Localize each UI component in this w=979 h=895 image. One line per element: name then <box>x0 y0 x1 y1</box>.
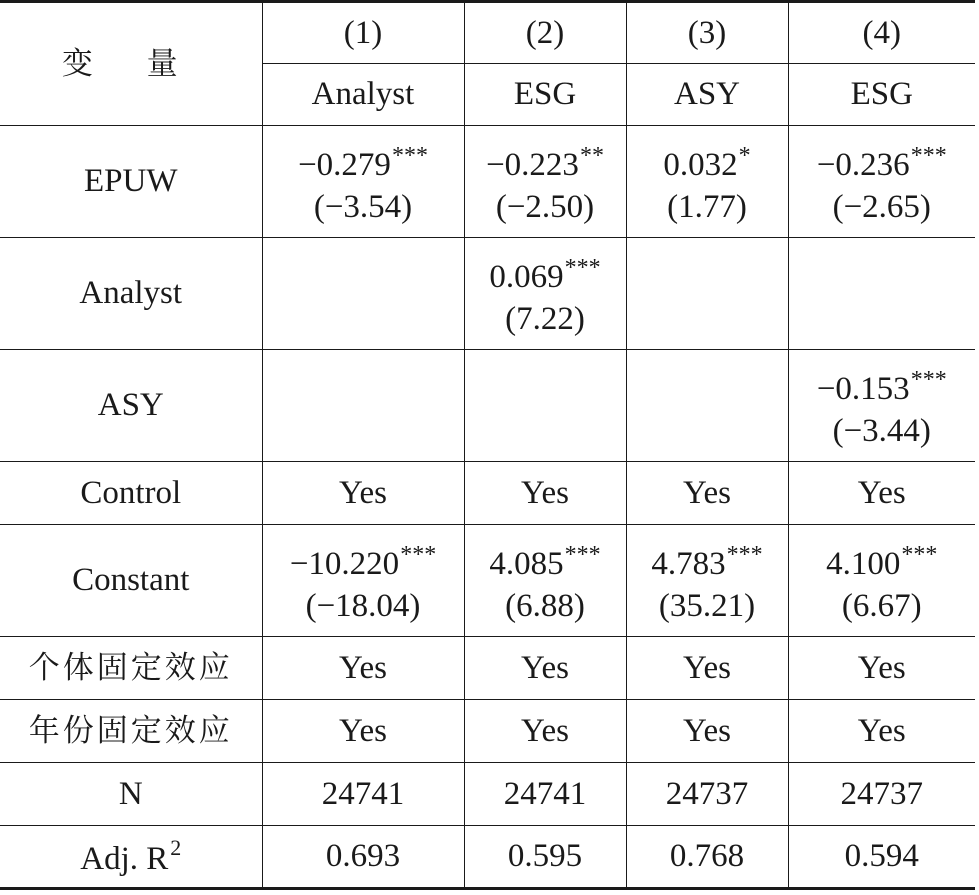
coef-cell <box>626 525 788 637</box>
model-number-3: (3) <box>626 2 788 64</box>
row-label-adj-r2: Adj. $R^2$ <box>0 826 262 889</box>
empty-cell <box>626 238 788 350</box>
value-cell: Yes <box>626 700 788 763</box>
variable-header-cell <box>0 2 262 126</box>
model-number-2: (2) <box>464 2 626 64</box>
coefficient: 4.085 <box>489 546 564 582</box>
significance-stars: *** <box>901 542 938 568</box>
row-control <box>0 462 975 525</box>
t-statistic: (6.67) <box>841 588 922 624</box>
value-cell: 24741 <box>262 763 464 826</box>
model-number-1: (1) <box>262 2 464 64</box>
row-label-year-fe: 年份固定效应 <box>0 700 262 763</box>
coef-cell <box>788 350 975 462</box>
coef-cell <box>464 238 626 350</box>
row-label-constant: Constant <box>0 525 262 637</box>
coefficient: −0.279 <box>298 147 391 183</box>
coefficient: 4.783 <box>651 546 726 582</box>
empty-cell <box>262 350 464 462</box>
value-cell: Yes <box>788 700 975 763</box>
t-statistic: (−3.54) <box>313 189 413 225</box>
row-label-n: N <box>0 763 262 826</box>
row-constant <box>0 525 975 637</box>
header-row-model-numbers <box>0 2 975 64</box>
value-cell: Yes <box>464 700 626 763</box>
coefficient: −0.153 <box>816 371 910 407</box>
coef-cell <box>626 126 788 238</box>
significance-stars: ** <box>579 143 604 169</box>
significance-stars: *** <box>910 143 947 169</box>
row-label-firm-fe: 个体固定效应 <box>0 637 262 700</box>
t-statistic: (−18.04) <box>305 588 421 624</box>
row-label-asy: ASY <box>0 350 262 462</box>
coefficient: 0.069 <box>489 259 564 295</box>
row-asy <box>0 350 975 462</box>
row-label-control: Control <box>0 462 262 525</box>
row-firm-fixed-effects <box>0 637 975 700</box>
empty-cell <box>464 350 626 462</box>
value-cell: 24737 <box>626 763 788 826</box>
coefficient: 4.100 <box>826 546 901 582</box>
significance-stars: *** <box>910 367 947 393</box>
coef-cell <box>788 126 975 238</box>
variable-header-label: 变 量 <box>61 45 200 82</box>
coef-cell <box>262 525 464 637</box>
value-cell: Yes <box>626 637 788 700</box>
dependent-var-1: Analyst <box>262 64 464 126</box>
value-cell: 24737 <box>788 763 975 826</box>
coefficient: −10.220 <box>289 546 400 582</box>
t-statistic: (−3.44) <box>832 413 931 449</box>
t-statistic: (7.22) <box>505 301 585 337</box>
t-statistic: (−2.65) <box>832 189 931 225</box>
row-label-analyst: Analyst <box>0 238 262 350</box>
t-statistic: (6.88) <box>505 588 585 624</box>
coefficient: −0.236 <box>816 147 910 183</box>
significance-stars: *** <box>400 542 437 568</box>
t-statistic: (35.21) <box>658 588 756 624</box>
coef-cell <box>464 525 626 637</box>
empty-cell <box>626 350 788 462</box>
dependent-var-3: ASY <box>626 64 788 126</box>
t-statistic: (−2.50) <box>495 189 595 225</box>
value-cell: 0.693 <box>262 826 464 889</box>
value-cell: Yes <box>788 462 975 525</box>
value-cell: 0.595 <box>464 826 626 889</box>
dependent-var-2: ESG <box>464 64 626 126</box>
model-number-4: (4) <box>788 2 975 64</box>
significance-stars: *** <box>564 542 601 568</box>
coefficient: 0.032 <box>663 147 738 183</box>
value-cell: 24741 <box>464 763 626 826</box>
significance-stars: *** <box>391 143 428 169</box>
row-year-fixed-effects <box>0 700 975 763</box>
empty-cell <box>262 238 464 350</box>
value-cell: Yes <box>788 637 975 700</box>
value-cell: Yes <box>464 462 626 525</box>
row-adj-r2 <box>0 826 975 889</box>
dependent-var-4: ESG <box>788 64 975 126</box>
significance-stars: *** <box>726 542 763 568</box>
value-cell: 0.594 <box>788 826 975 889</box>
coef-cell <box>262 126 464 238</box>
t-statistic: (1.77) <box>667 189 747 225</box>
coefficient: −0.223 <box>486 147 579 183</box>
row-observations <box>0 763 975 826</box>
value-cell: Yes <box>262 700 464 763</box>
coef-cell <box>464 126 626 238</box>
empty-cell <box>788 238 975 350</box>
significance-stars: *** <box>564 255 601 281</box>
row-analyst <box>0 238 975 350</box>
value-cell: Yes <box>262 462 464 525</box>
value-cell: Yes <box>464 637 626 700</box>
row-label-epuw: EPUW <box>0 126 262 238</box>
value-cell: Yes <box>262 637 464 700</box>
coef-cell <box>788 525 975 637</box>
significance-stars: * <box>738 143 751 169</box>
value-cell: 0.768 <box>626 826 788 889</box>
row-epuw <box>0 126 975 238</box>
value-cell: Yes <box>626 462 788 525</box>
